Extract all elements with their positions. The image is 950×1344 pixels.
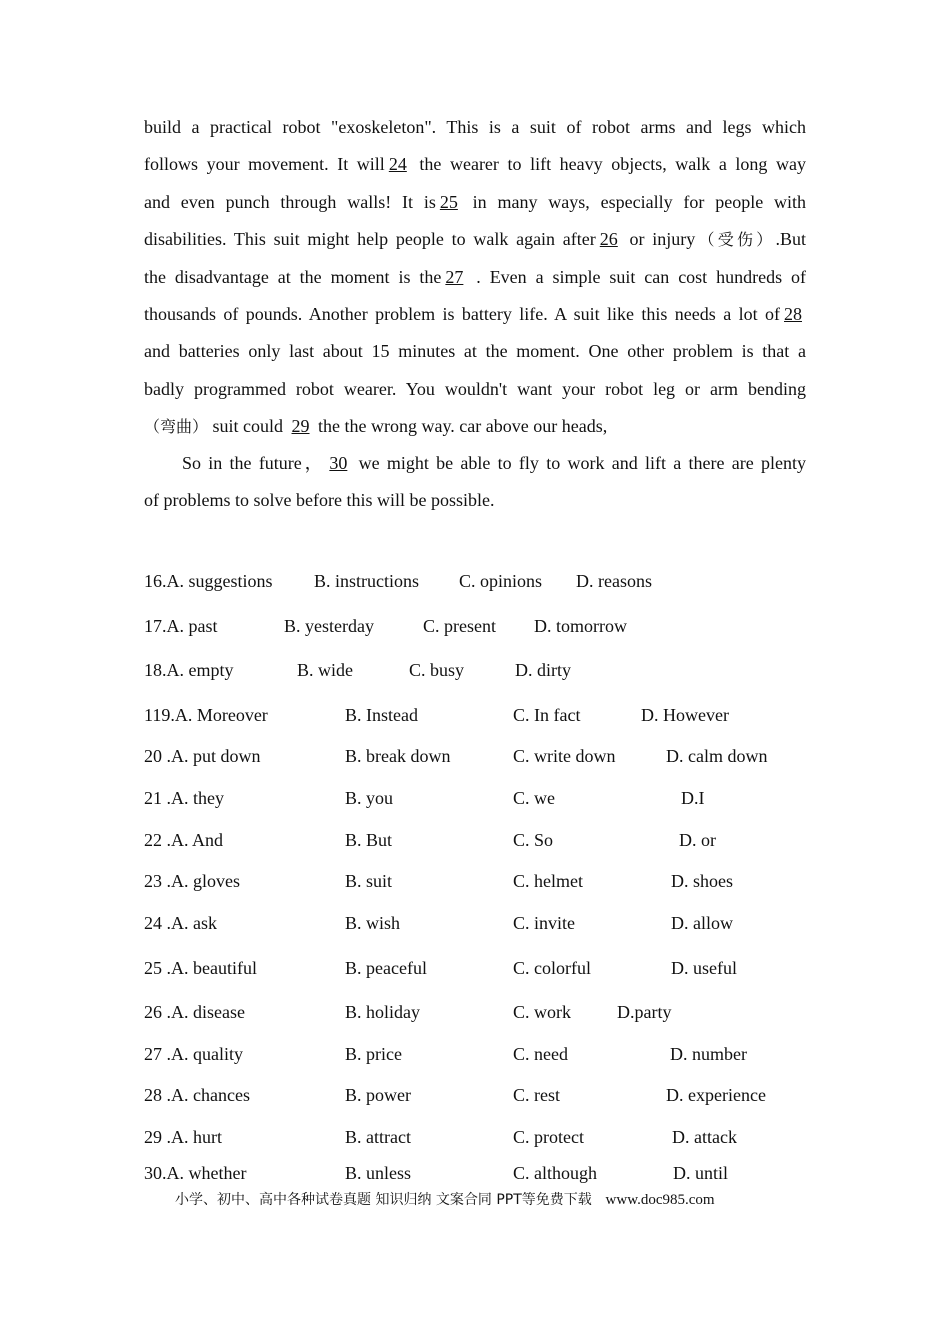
blank-30: 30 bbox=[329, 453, 348, 473]
blank-24: 24 bbox=[388, 154, 407, 174]
passage-line: badly programmed robot wearer. You wouldn't want your robot leg or arm bending bbox=[144, 379, 806, 399]
blank-26: 26 bbox=[599, 229, 618, 249]
question-row: 23 .A. gloves B. suit C. helmet D. shoes bbox=[144, 871, 733, 891]
passage-line: follows your movement. It will 24 the wearer to lift heavy objects, walk a long way bbox=[144, 154, 807, 174]
question-row: 16.A. suggestions B. instructions C. opinions D. reasons bbox=[144, 571, 652, 591]
question-row: 29 .A. hurt B. attract C. protect D. attack bbox=[144, 1127, 737, 1147]
passage-line: build a practical robot "exoskeleton". This is a suit of robot arms and legs which bbox=[144, 117, 806, 137]
blank-28: 28 bbox=[784, 304, 802, 324]
question-row: 119.A. Moreover B. Instead C. In fact D. However bbox=[144, 705, 729, 725]
question-row: 20 .A. put down B. break down C. write down D. calm down bbox=[144, 746, 768, 766]
passage-line: the disadvantage at the moment is the 27 . Even a simple suit can cost hundreds of bbox=[144, 267, 806, 287]
passage-line: thousands of pounds. Another problem is battery life. A suit like this needs a lot of 28 bbox=[144, 299, 806, 336]
question-row: 21 .A. they B. you C. we D.I bbox=[144, 788, 705, 808]
question-row: 26 .A. disease B. holiday C. work D.party bbox=[144, 1002, 672, 1022]
question-row: 18.A. empty B. wide C. busy D. dirty bbox=[144, 660, 571, 680]
blank-27: 27 bbox=[445, 267, 464, 287]
question-row: 24 .A. ask B. wish C. invite D. allow bbox=[144, 913, 733, 933]
question-row: 27 .A. quality B. price C. need D. number bbox=[144, 1044, 747, 1064]
question-row: 25 .A. beautiful B. peaceful C. colorful D. useful bbox=[144, 958, 737, 978]
passage-line: and even punch through walls! It is 25 in many ways, especially for people with bbox=[144, 192, 806, 212]
question-row: 17.A. past B. yesterday C. present D. tomorrow bbox=[144, 616, 627, 636]
footer-text: 小学、初中、高中各种试卷真题 知识归纳 文案合同 PPT等免费下载 bbox=[175, 1192, 592, 1208]
blank-29: 29 bbox=[291, 416, 310, 436]
footer-url[interactable]: www.doc985.com bbox=[605, 1192, 715, 1208]
question-row: 28 .A. chances B. power C. rest D. experience bbox=[144, 1085, 766, 1105]
blank-25: 25 bbox=[439, 192, 458, 212]
passage-line: disabilities. This suit might help people to walk again after 26 or injury（受伤）.But bbox=[144, 229, 806, 249]
passage-line: So in the future， 30 we might be able to fly to work and lift a there are plenty bbox=[182, 453, 806, 473]
passage-line: and batteries only last about 15 minutes at the moment. One other problem is that a bbox=[144, 341, 806, 361]
page-footer bbox=[175, 1188, 715, 1212]
passage-line: of problems to solve before this will be possible. bbox=[144, 490, 495, 510]
question-row: 22 .A. And B. But C. So D. or bbox=[144, 830, 716, 850]
question-row: 30.A. whether B. unless C. although D. until bbox=[144, 1163, 729, 1183]
passage-line: （弯曲） suit could 29 the the wrong way. car above our heads, bbox=[144, 416, 608, 436]
